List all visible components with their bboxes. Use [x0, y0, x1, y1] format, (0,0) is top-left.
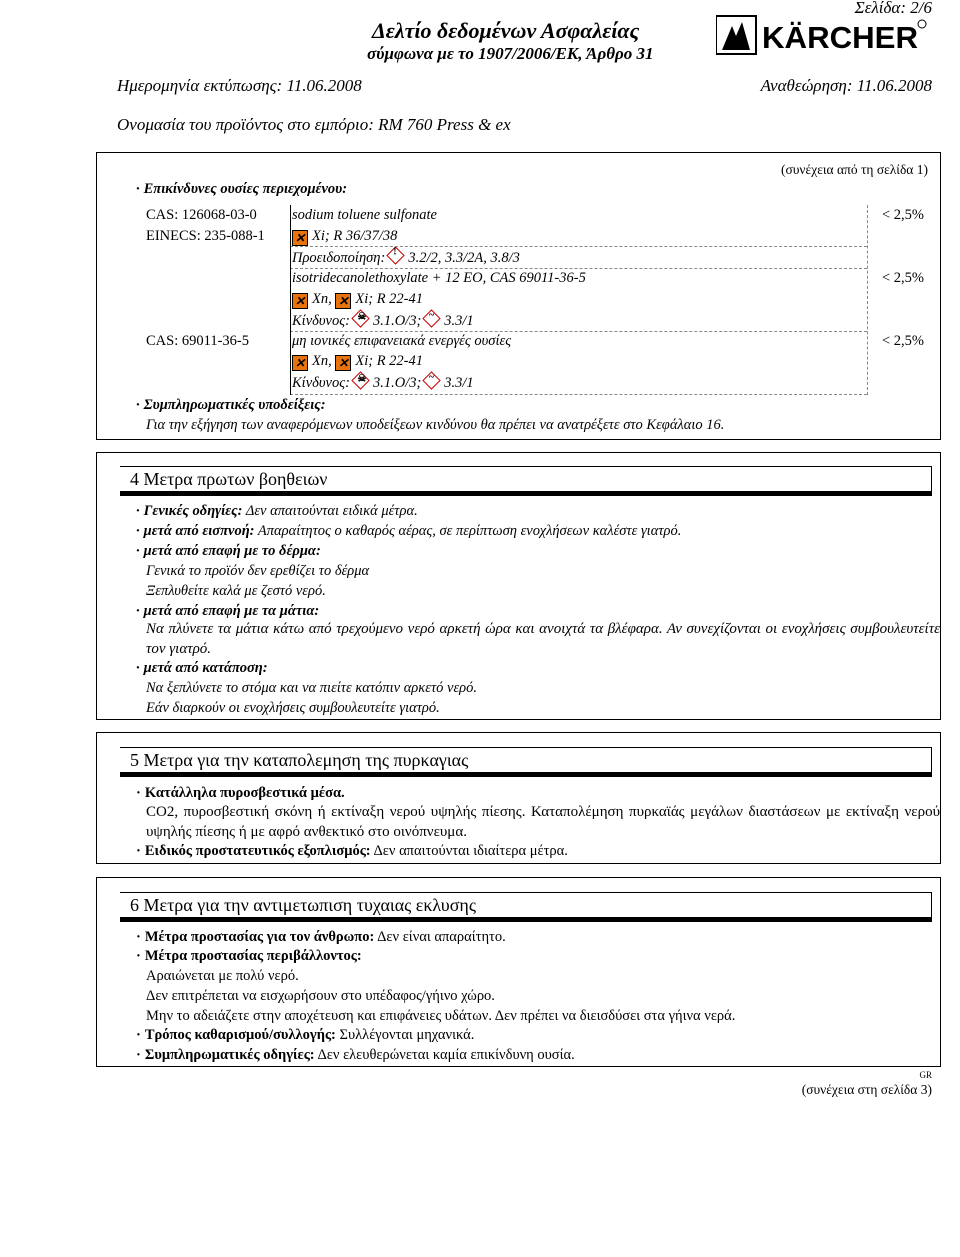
env-precautions-label: · Μέτρα προστασίας περιβάλλοντος: [136, 948, 362, 964]
corrosive-icon: ~ [423, 371, 441, 389]
personal-precautions: · Μέτρα προστασίας για τον άνθρωπο: Δεν είναι απαραίτητο. [136, 929, 506, 945]
substance-1-warning: Προειδοποίηση: ! 3.2/2, 3.3/2A, 3.8/3 [292, 246, 520, 266]
irritant-icon: ✕ [292, 230, 308, 246]
skin-contact-label: · μετά από επαφή με το δέρμα: [136, 543, 321, 559]
section5-header: 5 Μετρα για την καταπολεμηση της πυρκαγιας [120, 747, 932, 773]
env-text-2: Δεν επιτρέπεται να εισχωρήσουν στο υπέδαφος/γήινο χώρο. [146, 988, 495, 1004]
substance-3-danger: Κίνδυνος: ☠ 3.1.O/3; ~ 3.3/1 [292, 372, 474, 391]
extinguishing-text: CO2, πυροσβεστική σκόνη ή εκτίναξη νερού υψηλής πίεσης. Καταπολέμηση πυρκαϊάς μεγάλων διαστάσεων με εκτίναξη νερού υψηλής πίεσης ή με αφρό ανθεκτικό στο οινόπνευμα. [146, 804, 940, 840]
continued-to: (συνέχεια στη σελίδα 3) [801, 1082, 932, 1097]
document-title: Δελτίο δεδομένων Ασφαλείας [372, 18, 640, 43]
ingestion-text-1: Να ξεπλύνετε το στόμα και να πιείτε κατόπιν αρκετό νερό. [146, 680, 477, 696]
exclamation-icon: ! [387, 246, 405, 264]
skull-icon: ☠ [351, 309, 369, 327]
harmful-icon: ✕ [292, 293, 308, 309]
svg-text:KÄRCHER: KÄRCHER [762, 20, 918, 55]
ingestion-label: · μετά από κατάποση: [136, 660, 268, 676]
irritant-icon: ✕ [335, 293, 351, 309]
substance-2-percent: < 2,5% [881, 270, 924, 286]
substance-1-name: sodium toluene sulfonate [292, 207, 437, 223]
supp-heading: · Συμπληρωματικές υποδείξεις: [136, 397, 326, 413]
section4-header: 4 Μετρα πρωτων βοηθειων [120, 466, 932, 492]
document-subtitle: σύμφωνα με το 1907/2006/ΕΚ, Άρθρο 31 [367, 44, 654, 63]
substance-2-name: isotridecanolethoxylate + 12 EO, CAS 69011-36-5 [292, 270, 586, 286]
harmful-icon: ✕ [292, 355, 308, 371]
supp-text: Για την εξήγηση των αναφερόμενων υποδείξεων κινδύνου θα πρέπει να ανατρέξετε στο Κεφάλαιο 16. [146, 417, 725, 433]
extinguishing-label: · Κατάλληλα πυροσβεστικά μέσα. [136, 785, 345, 801]
env-text-3: Μην το αδειάζετε στην αποχέτευση και επιφάνειες υδάτων. Δεν πρέπει να διεισδύσει στα γήινα νερά. [146, 1008, 736, 1024]
eye-contact-label: · μετά από επαφή με τα μάτια: [136, 603, 320, 619]
einecs-1: EINECS: 235-088-1 [146, 228, 265, 244]
print-date: Ημερομηνία εκτύπωσης: 11.06.2008 [117, 76, 362, 95]
continued-from: (συνέχεια από τη σελίδα 1) [780, 162, 928, 177]
protective-equipment: · Ειδικός προστατευτικός εξοπλισμός: Δεν απαιτούνται ιδιαίτερα μέτρα. [136, 843, 568, 859]
cas-3: CAS: 69011-36-5 [146, 333, 249, 349]
section6-header: 6 Μετρα για την αντιμετωπιση τυχαιας εκλυσης [120, 892, 932, 918]
language-code: GR [919, 1070, 932, 1080]
inhalation: · μετά από εισπνοή: Απαραίτητος ο καθαρός αέρας, σε περίπτωση ενοχλήσεων καλέστε γιατρό. [136, 523, 682, 539]
substance-1-percent: < 2,5% [881, 207, 924, 223]
skin-text-2: Ξεπλυθείτε καλά με ζεστό νερό. [146, 583, 326, 599]
cleanup-method: · Τρόπος καθαρισμού/συλλογής: Συλλέγονται μηχανικά. [136, 1027, 475, 1043]
substance-3-percent: < 2,5% [881, 333, 924, 349]
substance-3-name: μη ιονικές επιφανειακά ενεργές ουσίες [292, 333, 512, 349]
revision-date: Αναθεώρηση: 11.06.2008 [760, 76, 932, 95]
eye-text: Να πλύνετε τα μάτια κάτω από τρεχούμενο νερό αρκετή ώρα και ανοιχτά τα βλέφαρα. Αν συνεχίζονται οι ενοχλήσεις συμβουλευτείτε τον γιατρό. [146, 621, 940, 657]
substance-2-danger: Κίνδυνος: ☠ 3.1.O/3; ~ 3.3/1 [292, 310, 474, 329]
ingestion-text-2: Εάν διαρκούν οι ενοχλήσεις συμβουλευτείτε γιατρό. [146, 700, 440, 716]
page-number: Σελίδα: 2/6 [854, 0, 932, 17]
substance-1-class: ✕ Xi; R 36/37/38 [292, 228, 397, 246]
corrosive-icon: ~ [423, 309, 441, 327]
skin-text-1: Γενικά το προϊόν δεν ερεθίζει το δέρμα [146, 563, 370, 579]
product-name: Ονομασία του προϊόντος στο εμπόριο: RM 760 Press & ex [117, 115, 511, 134]
substance-3-class: ✕ Xn, ✕ Xi; R 22-41 [292, 353, 423, 371]
general-advice: · Γενικές οδηγίες: Δεν απαιτούνται ειδικά μέτρα. [136, 503, 418, 519]
substance-2-class: ✕ Xn, ✕ Xi; R 22-41 [292, 291, 423, 309]
supplementary-instructions: · Συμπληρωματικές οδηγίες: Δεν ελευθερώνεται καμία επικίνδυνη ουσία. [136, 1047, 575, 1063]
hazardous-heading: · Επικίνδυνες ουσίες περιεχομένου: [136, 181, 348, 197]
env-text-1: Αραιώνεται με πολύ νερό. [146, 968, 299, 984]
skull-icon: ☠ [351, 371, 369, 389]
karcher-logo [716, 14, 928, 56]
cas-1: CAS: 126068-03-0 [146, 207, 257, 223]
irritant-icon: ✕ [335, 355, 351, 371]
